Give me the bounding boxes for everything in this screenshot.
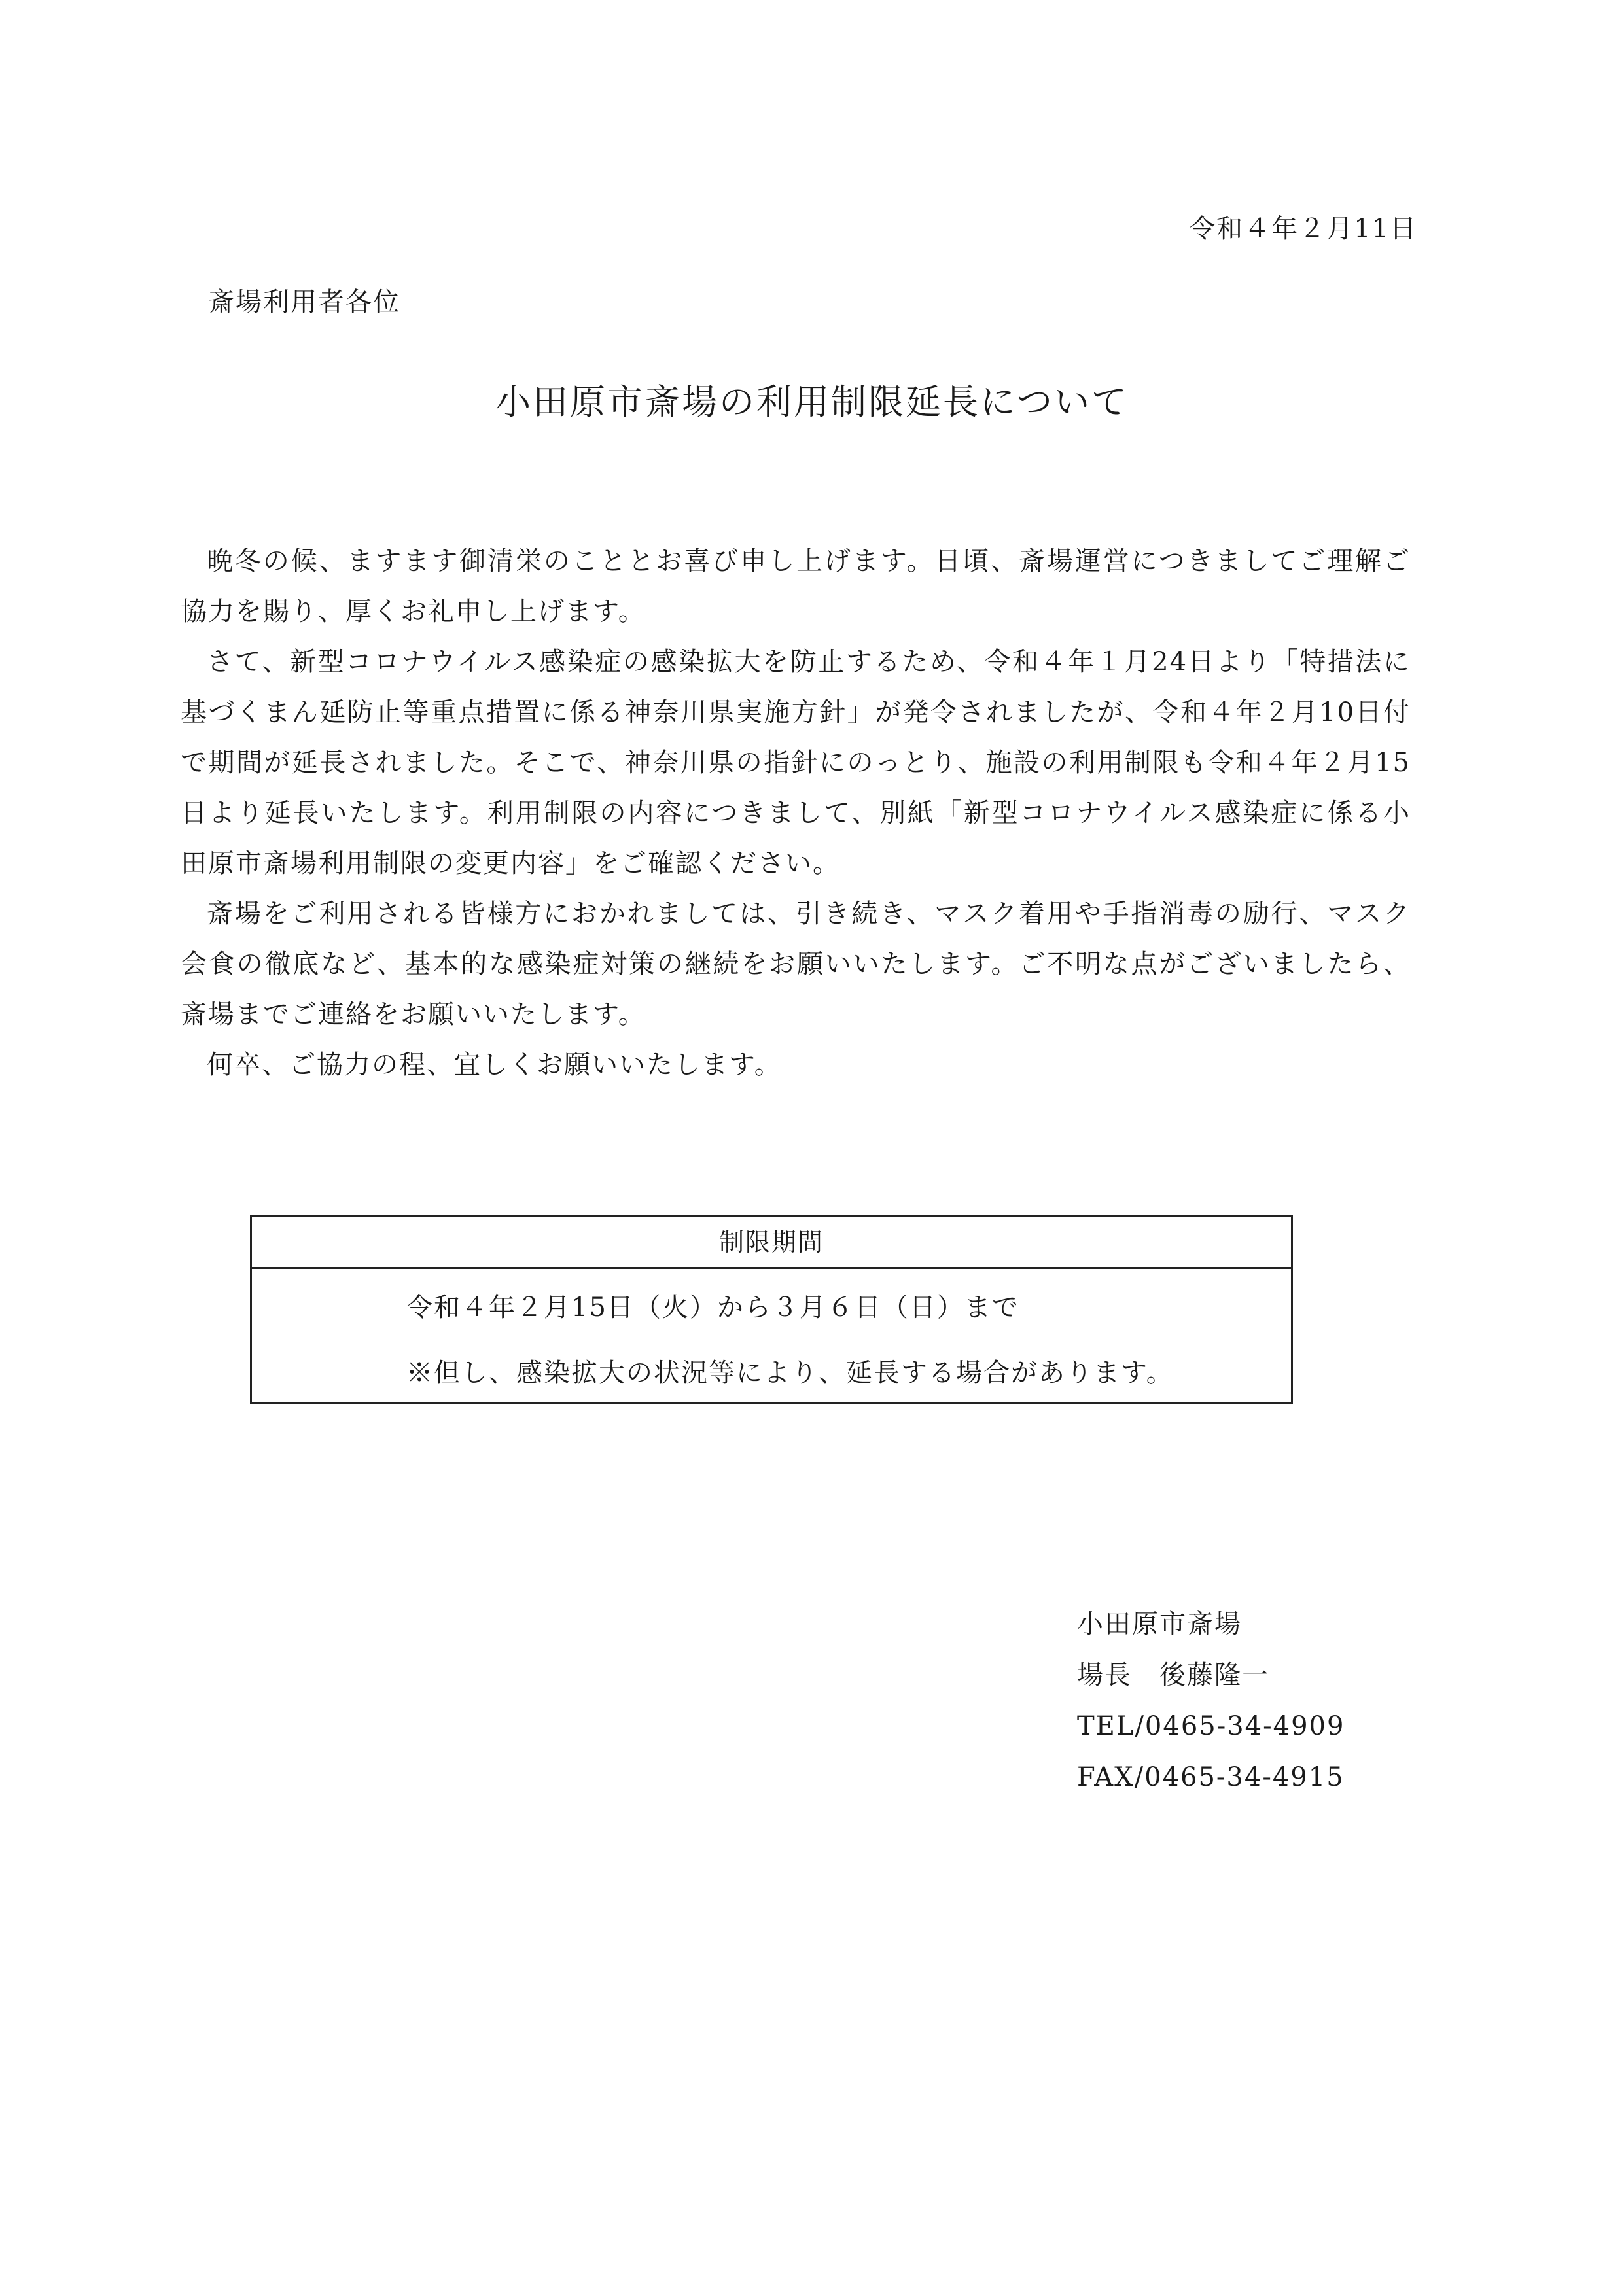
restriction-period-box bbox=[250, 1215, 1293, 1404]
paragraph-closing: 何卒、ご協力の程、宜しくお願いいたします。 bbox=[207, 1050, 782, 1080]
paragraph-request: 斎場をご利用される皆様方におかれましては、引き続き、マスク着用や手指消毒の励行、マスク会食の徹底など、基本的な感染症対策の継続をお願いいたします。ご不明な点がございましたら、斎場までご連絡をお願いいたします。 bbox=[181, 899, 1411, 1030]
document-date: 令和４年２月11日 bbox=[1189, 214, 1417, 244]
signature-block bbox=[1077, 1599, 1345, 1803]
recipient-line: 斎場利用者各位 bbox=[208, 287, 400, 317]
restriction-period-dates: 令和４年２月15日（火）から３月６日（日）まで bbox=[406, 1293, 1019, 1323]
document-title: 小田原市斎場の利用制限延長について bbox=[495, 381, 1129, 423]
restriction-period-header: 制限期間 bbox=[252, 1217, 1291, 1269]
signature-manager: 場長 後藤隆一 bbox=[1077, 1660, 1269, 1690]
paragraph-extension: さて、新型コロナウイルス感染症の感染拡大を防止するため、令和４年１月24日より「特措法に基づくまん延防止等重点措置に係る神奈川県実施方針」が発令されましたが、令和４年２月10日付で期間が延長されました。そこで、神奈川県の指針にのっとり、施設の利用制限も令和４年２月15日より延長いたします。利用制限の内容につきまして、別紙「新型コロナウイルス感染症に係る小田原市斎場利用制限の変更内容」をご確認ください。 bbox=[181, 647, 1411, 878]
signature-tel: TEL/0465-34-4909 bbox=[1077, 1711, 1345, 1741]
signature-organization: 小田原市斎場 bbox=[1077, 1609, 1242, 1639]
signature-fax: FAX/0465-34-4915 bbox=[1077, 1762, 1345, 1792]
body-text bbox=[181, 536, 1411, 1090]
restriction-period-note: ※但し、感染拡大の状況等により、延長する場合があります。 bbox=[406, 1358, 1174, 1388]
paragraph-greeting: 晩冬の候、ますます御清栄のこととお喜び申し上げます。日頃、斎場運営につきましてご理解ご協力を賜り、厚くお礼申し上げます。 bbox=[181, 546, 1411, 627]
